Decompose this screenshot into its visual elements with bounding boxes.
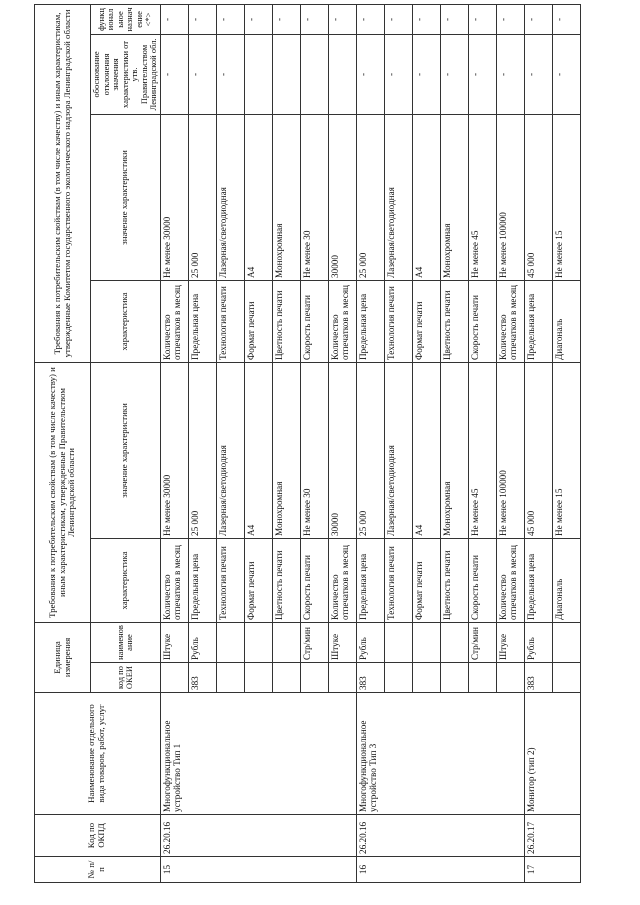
justification: - [524,34,552,114]
unit-code [328,663,356,693]
justification: - [384,34,412,114]
unit-name [384,622,412,662]
characteristic-value: Не менее 45 [468,362,496,538]
unit-code [160,663,188,693]
functional-purpose: - [188,4,216,34]
justification: - [468,34,496,114]
functional-purpose: - [272,4,300,34]
char2-value-header: значение характеристики [91,114,161,280]
characteristic: Цветность печати [440,538,468,622]
characteristic-value: 25 000 [356,362,384,538]
unit-code [300,663,328,693]
characteristic-value: Лазерная/светодиодная [216,362,244,538]
table-row [160,4,188,882]
characteristic-value-committee: А4 [412,114,440,280]
unit-name [412,622,440,662]
char2-header: характеристика [91,280,161,362]
item-number: 15 [160,857,356,883]
characteristic-value-committee: Лазерная/светодиодная [216,114,244,280]
col-okpd-header: Код по ОКПД [35,815,161,857]
characteristic-value-committee: Монохромная [440,114,468,280]
table-row [524,4,552,882]
characteristic-value-committee: Не менее 30000 [160,114,188,280]
item-number: 16 [356,857,524,883]
characteristic-committee: Формат печати [412,280,440,362]
justification: - [552,34,580,114]
unit-code: 383 [524,663,552,693]
functional-purpose: - [468,4,496,34]
characteristic-value-committee: Не менее 30 [300,114,328,280]
characteristic: Диагональ [552,538,580,622]
characteristic: Предельная цена [356,538,384,622]
characteristic-value: А4 [244,362,272,538]
functional-purpose: - [244,4,272,34]
functional-purpose: - [412,4,440,34]
characteristic: Технология печати [216,538,244,622]
unit-name: Штуке [160,622,188,662]
characteristic-committee: Технология печати [384,280,412,362]
justification [244,34,272,114]
characteristic-committee: Скорость печати [300,280,328,362]
functional-purpose: - [328,4,356,34]
unit-code [496,663,524,693]
functional-purpose: - [496,4,524,34]
unit-name: Стр/мин [300,622,328,662]
unit-name [440,622,468,662]
characteristic: Количество отпечатков в месяц [328,538,356,622]
characteristic-committee: Количество отпечатков в месяц [160,280,188,362]
functional-purpose: - [384,4,412,34]
unit-code [468,663,496,693]
characteristic-value-committee: Монохромная [272,114,300,280]
characteristic-value-committee: Не менее 45 [468,114,496,280]
characteristic-committee: Предельная цена [356,280,384,362]
functional-purpose: - [356,4,384,34]
justification: - [160,34,188,114]
functional-purpose: - [552,4,580,34]
unit-code: 383 [188,663,216,693]
unit-name [216,622,244,662]
characteristic: Предельная цена [524,538,552,622]
unit-code [384,663,412,693]
justification: - [412,34,440,114]
justification: - [496,34,524,114]
characteristic-value: Не менее 30 [300,362,328,538]
justification: - [188,34,216,114]
col-unit-header: Единица измерения [35,622,91,692]
unit-code [272,663,300,693]
characteristic-value: Монохромная [272,362,300,538]
characteristic-committee: Формат печати [244,280,272,362]
justification [300,34,328,114]
unit-code: 383 [356,663,384,693]
characteristic: Предельная цена [188,538,216,622]
item-okpd: 26.20.16 [356,815,524,857]
item-okpd: 26.20.16 [160,815,356,857]
unit-name [244,622,272,662]
justification [272,34,300,114]
functional-purpose: - [440,4,468,34]
characteristic-value: Не менее 30000 [160,362,188,538]
unit-code [216,663,244,693]
col-req-gov-header: Требования к потребительским свойствам (в том числе качеству) и иным характеристикам, утвержденные Правительством Ленинградской области [35,362,91,622]
unit-name: Рубль [524,622,552,662]
justification-header: обоснование отклонения значения характеристики от утв. Правительством Ленинградской обл. [91,34,161,114]
characteristic-value-committee: 30000 [328,114,356,280]
characteristic-value: А4 [412,362,440,538]
col-req-committee-header: Требования к потребительским свойствам (в том числе качеству) и иным характеристикам, утвержденные Комитетом государственного экологического надзора Ленинградской области [35,4,91,362]
functional-purpose: - [216,4,244,34]
characteristic-committee: Количество отпечатков в месяц [496,280,524,362]
characteristic-value: Лазерная/светодиодная [384,362,412,538]
characteristic-committee: Предельная цена [188,280,216,362]
unit-name: Стр/мин [468,622,496,662]
characteristic-value-committee: А4 [244,114,272,280]
char-value-header: значение характеристики [91,362,161,538]
unit-name: Штуке [328,622,356,662]
characteristic-committee: Диагональ [552,280,580,362]
unit-name [272,622,300,662]
item-name: Многофункциональное устройство Тип 3 [356,693,524,815]
characteristic: Технология печати [384,538,412,622]
characteristic: Скорость печати [468,538,496,622]
characteristic-value-committee: Не менее 15 [552,114,580,280]
characteristic-value: 25 000 [188,362,216,538]
requirements-table [34,4,581,883]
item-number: 17 [524,857,580,883]
table-body [160,4,580,882]
unit-code [412,663,440,693]
col-num-header: № п/п [35,857,161,883]
characteristic: Скорость печати [300,538,328,622]
unit-code [440,663,468,693]
functional-purpose: - [160,4,188,34]
characteristic: Количество отпечатков в месяц [160,538,188,622]
characteristic-committee: Количество отпечатков в месяц [328,280,356,362]
unit-name-header: наименование [91,622,161,662]
item-okpd: 26.20.17 [524,815,580,857]
item-name: Многофункциональное устройство Тип 1 [160,693,356,815]
characteristic-value: 45 000 [524,362,552,538]
char-header: характеристика [91,538,161,622]
purpose-header: функциональное назначение <*> [91,4,161,34]
unit-name: Рубль [188,622,216,662]
characteristic-value-committee: 25 000 [356,114,384,280]
functional-purpose: - [524,4,552,34]
characteristic: Формат печати [244,538,272,622]
justification [328,34,356,114]
characteristic-value-committee: 45 000 [524,114,552,280]
justification: - [216,34,244,114]
characteristic-value: Не менее 15 [552,362,580,538]
characteristic-committee: Технология печати [216,280,244,362]
characteristic-committee: Цветность печати [272,280,300,362]
characteristic-value: 30000 [328,362,356,538]
characteristic-committee: Предельная цена [524,280,552,362]
justification: - [440,34,468,114]
functional-purpose: - [300,4,328,34]
characteristic-value-committee: Лазерная/светодиодная [384,114,412,280]
characteristic-committee: Скорость печати [468,280,496,362]
characteristic: Цветность печати [272,538,300,622]
justification: - [356,34,384,114]
item-name: Монитор (тип 2) [524,693,580,815]
table-row [356,4,384,882]
unit-code [244,663,272,693]
unit-name [552,622,580,662]
unit-name: Рубль [356,622,384,662]
characteristic-value-committee: 25 000 [188,114,216,280]
col-name-header: Наименование отдельного вида товаров, работ, услуг [35,693,161,815]
characteristic-committee: Цветность печати [440,280,468,362]
characteristic: Формат печати [412,538,440,622]
unit-code-header: код по ОКЕИ [91,663,161,693]
characteristic-value-committee: Не менее 100000 [496,114,524,280]
characteristic-value: Монохромная [440,362,468,538]
unit-name: Штуке [496,622,524,662]
characteristic: Количество отпечатков в месяц [496,538,524,622]
unit-code [552,663,580,693]
characteristic-value: Не менее 100000 [496,362,524,538]
